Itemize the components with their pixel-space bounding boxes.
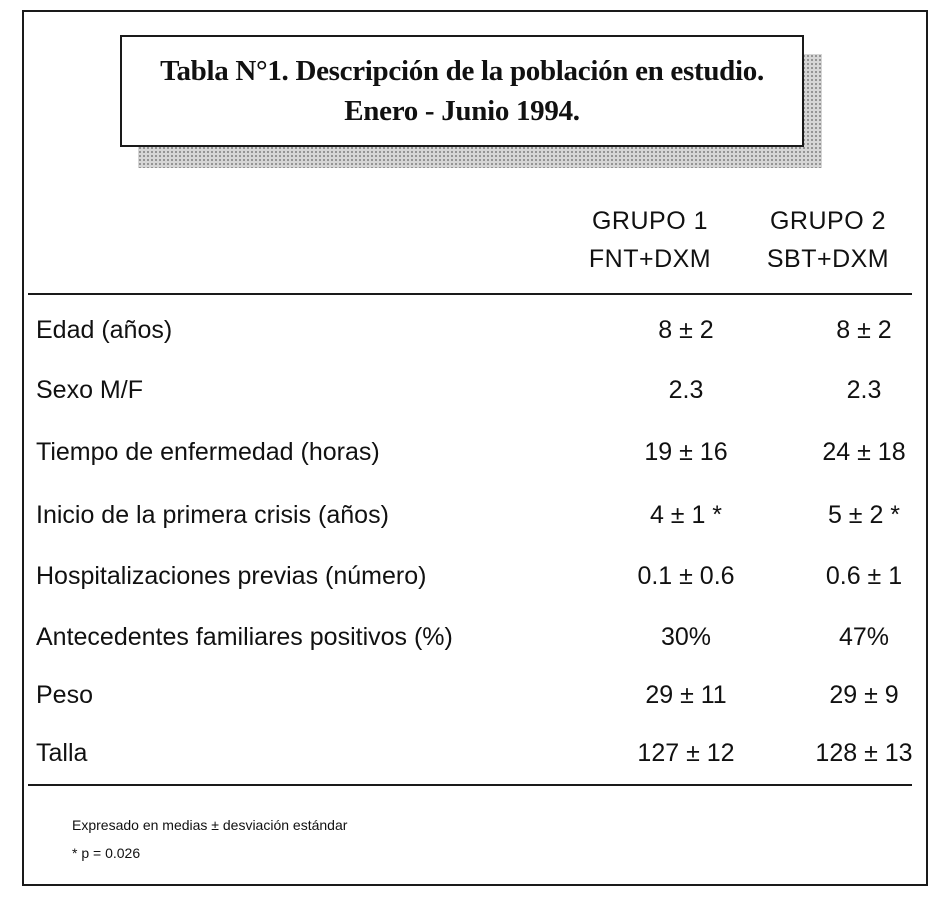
- group-2-value: 29 ± 9: [829, 681, 899, 709]
- group-1-value: 19 ± 16: [644, 438, 728, 466]
- table-row: [36, 733, 913, 773]
- footer-rule: [28, 784, 912, 786]
- column-header-group-2: [738, 202, 918, 278]
- column-header-group-1: [560, 202, 740, 278]
- table-row: [36, 556, 906, 596]
- group-2-value: 5 ± 2 *: [827, 501, 901, 529]
- group-2-value: 47%: [838, 623, 890, 651]
- title-line-2: Enero - Junio 1994.: [344, 95, 580, 127]
- column-header-group-1-treatment: FNT+DXM: [588, 245, 712, 273]
- row-label: Edad (años): [36, 316, 173, 344]
- group-1-value: 0.1 ± 0.6: [637, 562, 735, 590]
- column-header-group-1-name: GRUPO 1: [591, 207, 709, 235]
- table-row: [36, 675, 906, 715]
- column-header-group-2-name: GRUPO 2: [769, 207, 887, 235]
- row-label: Inicio de la primera crisis (años): [36, 501, 389, 529]
- column-header-group-2-treatment: SBT+DXM: [766, 245, 890, 273]
- row-label: Tiempo de enfermedad (horas): [36, 438, 380, 466]
- group-2-value: 128 ± 13: [815, 739, 913, 767]
- table-row: [36, 370, 906, 410]
- table-row: [36, 432, 906, 472]
- table-row: [36, 310, 906, 350]
- group-1-value: 2.3: [668, 376, 704, 404]
- group-2-value: 0.6 ± 1: [825, 562, 903, 590]
- table-row: [36, 617, 906, 657]
- row-label: Peso: [36, 681, 93, 709]
- table-row: [36, 495, 906, 535]
- group-1-value: 4 ± 1 *: [649, 501, 723, 529]
- footnote-means: Expresado en medias ± desviación estándar: [72, 817, 348, 833]
- header-rule: [28, 293, 912, 295]
- group-1-value: 29 ± 11: [645, 681, 727, 709]
- row-label: Sexo M/F: [36, 376, 143, 404]
- group-2-value: 2.3: [846, 376, 882, 404]
- group-1-value: 127 ± 12: [637, 739, 735, 767]
- row-label: Talla: [36, 739, 88, 767]
- group-2-value: 24 ± 18: [822, 438, 906, 466]
- group-1-value: 30%: [660, 623, 712, 651]
- row-label: Hospitalizaciones previas (número): [36, 562, 427, 590]
- title-line-1: Tabla N°1. Descripción de la población en estudio.: [160, 55, 764, 87]
- row-label: Antecedentes familiares positivos (%): [36, 623, 453, 651]
- group-1-value: 8 ± 2: [658, 316, 714, 344]
- table-title: [120, 35, 804, 147]
- group-2-value: 8 ± 2: [836, 316, 892, 344]
- footnote-p-value: * p = 0.026: [72, 845, 141, 861]
